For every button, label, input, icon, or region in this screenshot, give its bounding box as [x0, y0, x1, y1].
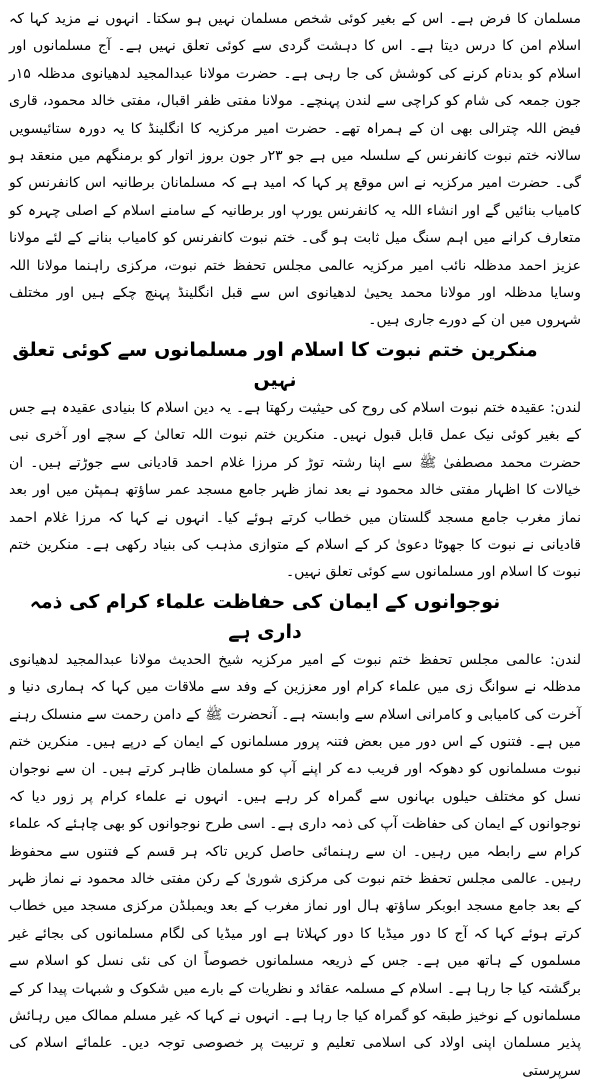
headline-khatm-e-nabuwwat: منکرین ختم نبوت کا اسلام اور مسلمانوں سے کوئی تعلق نہیں: [12, 338, 538, 391]
article-paragraph-2: لندن: عقیدہ ختم نبوت اسلام کی روح کی حیثیت رکھتا ہے۔ یہ دین اسلام کا بنیادی عقیدہ ہے جس کے بغیر کوئی نیک عمل قابل قبول نہیں۔ منکرین ختم نبوت اللہ تعالیٰ کے سچے اور آخری نبی حضرت محمد مصطفیٰ ﷺ سے اپنا رشتہ توڑ کر مرزا غلام احمد قادیانی سے جوڑتے ہیں۔ ان خیالات کا اظہار مفتی خالد محمود نے بعد نماز ظہر جامع مسجد عمر ساؤتھ ہمپٹن میں اور بعد نماز مغرب جامع مسجد گلستان میں خطاب کرتے ہوئے کیا۔ انہوں نے کہا کہ مرزا غلام احمد قادیانی نے نبوت کا جھوٹا دعویٰ کر کے اسلام کے متوازی مذہب کی بنیاد رکھی ہے۔ منکرین ختم نبوت کا اسلام اور مسلمانوں سے کوئی تعلق نہیں۔: [9, 399, 581, 581]
article-paragraph-1: مسلمان کا فرض ہے۔ اس کے بغیر کوئی شخص مسلمان نہیں ہو سکتا۔ انہوں نے مزید کہا کہ اسلام امن کا درس دیتا ہے۔ اس کا دہشت گردی سے کوئی تعلق نہیں ہے۔ آج مسلمانوں اور اسلام کو بدنام کرنے کی کوشش کی جا رہی ہے۔ حضرت مولانا عبدالمجید لدھیانوی مدظلہ ۱۵ر جون جمعہ کی شام کو کراچی سے لندن پہنچے۔ مولانا مفتی ظفر اقبال، مفتی خالد محمود، قاری فیض اللہ چترالی بھی ان کے ہمراہ تھے۔ حضرت امیر مرکزیہ کا انگلینڈ کا یہ دورہ ستائیسویں سالانہ ختم نبوت کانفرنس کے سلسلہ میں ہے جو ۲۳ر جون بروز اتوار کو برمنگھم میں منعقد ہو گی۔ حضرت امیر مرکزیہ نے اس موقع پر کہا کہ امید ہے کہ مسلمانان برطانیہ اس کانفرنس کو کامیاب بنائیں گے اور انشاء اللہ یہ کانفرنس یورپ اور برطانیہ کے سامنے اسلام کے اصلی چہرہ کو متعارف کرانے میں اہم سنگ میل ثابت ہو گی۔ ختم نبوت کانفرنس کو کامیاب بنانے کے لئے مولانا عزیز احمد مدظلہ نائب امیر مرکزیہ عالمی مجلس تحفظ ختم نبوت، مرکزی راہنما مولانا اللہ وسایا مدظلہ اور مولانا محمد یحییٰ لدھیانوی اس سے قبل انگلینڈ پہنچ چکے ہیں اور مختلف شہروں میں ان کے دورے جاری ہیں۔: [9, 11, 581, 329]
article-paragraph-3: لندن: عالمی مجلس تحفظ ختم نبوت کے امیر مرکزیہ شیخ الحدیث مولانا عبدالمجید لدھیانوی مدظلہ نے سوانگ زی میں علماء کرام اور معززین کے وفد سے ملاقات میں کہا کہ ہماری دنیا و آخرت کی کامیابی و کامرانی اسلام سے وابستہ ہے۔ آنحضرت ﷺ کے دامن رحمت سے منسلک رہنے میں ہے۔ فتنوں کے اس دور میں بعض فتنہ پرور مسلمانوں کے ایمان کے درپے ہیں۔ منکرین ختم نبوت مسلمانوں کو دھوکہ اور فریب دے کر اپنے آپ کو مسلمان ظاہر کرتے ہیں۔ ان سے نوجوان نسل کو مختلف حیلوں بہانوں سے گمراہ کر رہے ہیں۔ انہوں نے علماء کرام پر زور دیا کہ نوجوانوں کے ایمان کی حفاظت آپ کی ذمہ داری ہے۔ اسی طرح نوجوانوں کو بھی چاہئے کہ علماء کرام سے رابطہ میں رہیں۔ ان سے رہنمائی حاصل کریں تاکہ ہر قسم کے فتنوں سے محفوظ رہیں۔ عالمی مجلس تحفظ ختم نبوت کی مرکزی شوریٰ کے رکن مفتی خالد محمود نے نماز ظہر کے بعد جامع مسجد ابوبکر ساؤتھ ہال اور نماز مغرب کے بعد ویمبلڈن مرکزی مسجد میں خطاب کرتے ہوئے کہا کہ آج کا دور میڈیا کا دور کہلاتا ہے اور میڈیا کی لگام مسلمانوں کی بجائے غیر مسلموں کے ہاتھ میں ہے۔ جس کے ذریعہ مسلمانوں خصوصاً ان کی نئی نسل کو اسلام سے برگشتہ کیا جا رہا ہے۔ اسلام کے مسلمہ عقائد و نظریات کے بارے میں شکوک و شبہات پیدا کر کے مسلمانوں کے نوخیز طبقہ کو گمراہ کیا جا رہا ہے۔ انہوں نے کہا کہ غیر مسلم ممالک میں رہائش پذیر مسلمان اپنی اولاد کی اسلامی تعلیم و تربیت پر خصوصی توجہ دیں۔ علمائے اسلام کی سرپرستی: [9, 651, 581, 1079]
headline-youth-faith: نوجوانوں کے ایمان کی حفاظت علماء کرام کی ذمہ داری ہے: [29, 590, 501, 643]
